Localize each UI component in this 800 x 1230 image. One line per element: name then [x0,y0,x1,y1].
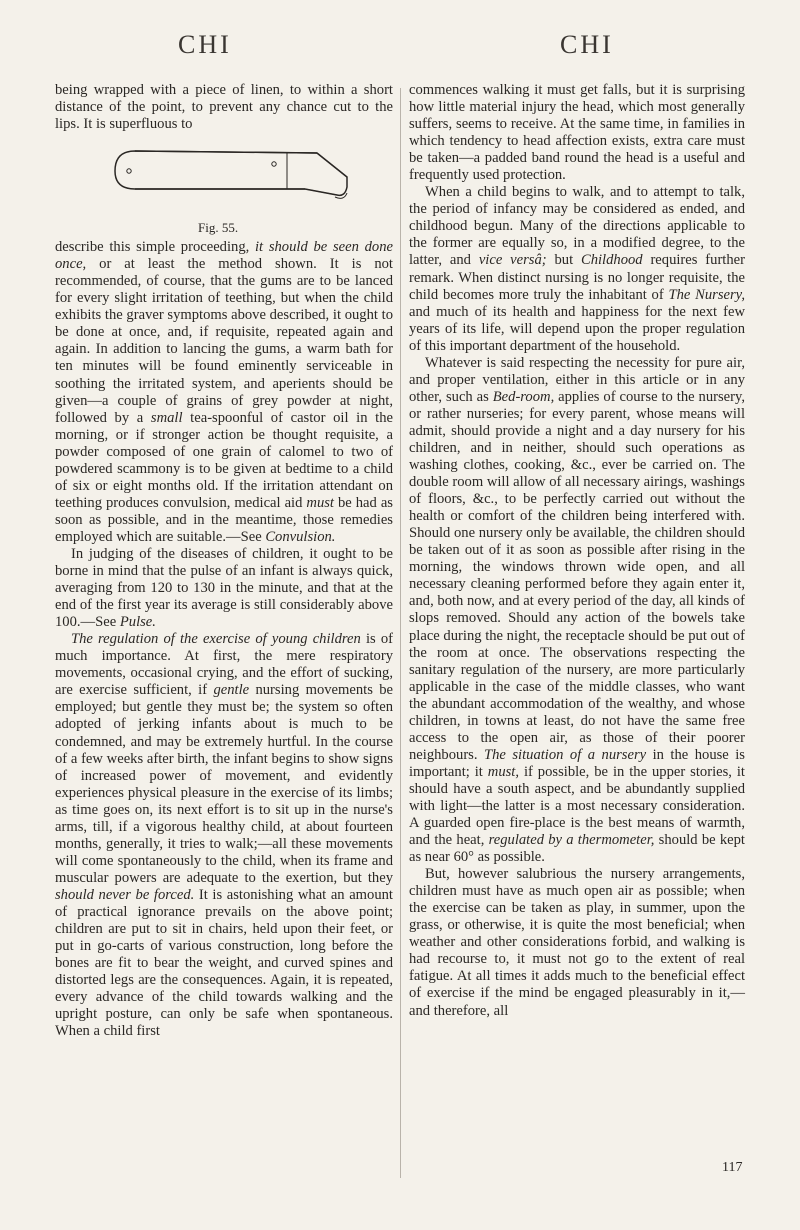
page-number: 117 [722,1160,743,1175]
paragraph: The regulation of the exercise of young children is of much importance. At first, the mere respiratory movements, occasional crying, and the effort of sucking, are exercise sufficient, if gentle nursing movements be employed; but gentle they must be; the system so often adopted of jerking infants about is much to be condemned, and may be extremely hurtful. In the course of a few weeks after birth, the infant begins to show signs of increased power of movement, and evidently experiences physical pleasure in the exercise of its limbs; as time goes on, its next effort is to sit up in the nurse's arms, till, if a vigorous healthy child, at about fourteen months, generally, it tries to walk;—all these movements will come spontaneously to the child, when its frame and muscular powers are adequate to the exertion, but they should never be forced. It is astonishing what an amount of practical ignorance prevails on the above point; children are put to sit in chairs, held upon their feet, or put in go-carts of various construction, long before the bones are fit to bear the weight, and curved spines and distorted legs are the consequences. Again, it is repeated, every advance of the child towards walking and the upright posture, can only be safe when spontaneous. When a child first [55,631,393,1040]
right-column [409,82,745,1020]
paragraph: describe this simple proceeding, it should be seen done once, or at least the method shown. It is not recommended, of course, that the gums are to be lanced for every slight irritation of teething, but when the child exhibits the graver symptoms above described, it ought to be done at once, and, if requisite, repeated again and again. In addition to lancing the gums, a warm bath for ten minutes will be found eminently serviceable in soothing the irritated system, and aperients should be given—a couple of grains of grey powder at night, followed by a small tea-spoonful of castor oil in the morning, or if stronger action be thought requisite, a powder composed of one grain of calomel to two of powdered scammony is to be given at bedtime to a child of six or eight months old. If the irritation attendant on teething produces convulsion, medical aid must be had as soon as possible, and in the meantime, those remedies employed which are suitable.—See Convulsion. [55,239,393,545]
paragraph: Whatever is said respecting the necessity for pure air, and proper ventilation, either in this article or in any other, such as Bed-room, applies of course to the nursery, or rather nurseries; for every parent, whose means will admit, should provide a night and a day nursery for his children, and in neither, should such operations as washing clothes, cooking, &c., ever be carried on. The double room will allow of all necessary airings, washings of floors, &c., to be perfectly carried out without the health or comfort of the children being interfered with. Should one nursery only be available, the children should be taken out of it as soon as possible after rising in the morning, the windows thrown wide open, and all necessary cleaning performed before they again enter it, and, both now, and at every period of the day, all kinds of slops removed. Should any action of the bowels take place during the night, the receptacle should be put out of the room at once. The observations respecting the sanitary regulation of the nursery, are more particularly applicable in the case of the middle classes, who want the abundant accommodation of the wealthy, and whose children, in towns at least, do not have the same free access to the open air, as those of their poorer neighbours. The situation of a nursery in the house is important; it must, if possible, be in the upper stories, it should have a south aspect, and be abundantly supplied with light—the latter is a most necessary consideration. A guarded open fire-place is the best means of warmth, and the heat, regulated by a thermometer, should be kept as near 60° as possible. [409,354,746,866]
running-header [0,30,800,70]
left-column [55,82,393,1040]
paragraph: being wrapped with a piece of linen, to within a short distance of the point, to prevent any chance cut to the lips. It is superfluous to [55,82,393,133]
figure-55 [55,137,393,237]
column-divider [400,88,401,1178]
figure-caption: Fig. 55. [198,220,239,236]
paragraph: In judging of the diseases of children, it ought to be borne in mind that the pulse of an infant is always quick, averaging from 120 to 130 in the minute, and that at the end of the first year its average is still considerably above 100.—See Pulse. [55,545,393,631]
paragraph: commences walking it must get falls, but it is surprising how little material injury the head, which most generally suffers, seems to receive. At the same time, in families in which tendency to head affection exists, extra care must be taken—a padded band round the head is a useful and frequently used protection. [409,82,745,184]
header-right: CHI [560,30,614,59]
paragraph: But, however salubrious the nursery arrangements, children must have as much open air as possible; when the exercise can be taken as play, in summer, upon the grass, or otherwise, it is quite the most beneficial; when weather and other considerations forbid, and walking is had recourse to, it must not go to the extent of real fatigue. At all times it adds much to the beneficial effect of exercise if the mind be engaged pleasurably in it,—and therefore, all [409,866,745,1019]
header-left: CHI [178,30,232,59]
paragraph: When a child begins to walk, and to attempt to talk, the period of infancy may be considered as ended, and childhood begun. Many of the directions applicable to the former are equally so, in a modified degree, to the latter, and vice versâ; but Childhood requires further remark. When distinct nursing is no longer requisite, the child becomes more truly the inhabitant of The Nursery, and much of its health and happiness for the next few years of its life, will depend upon the proper regulation of this important department of the household. [409,184,746,354]
